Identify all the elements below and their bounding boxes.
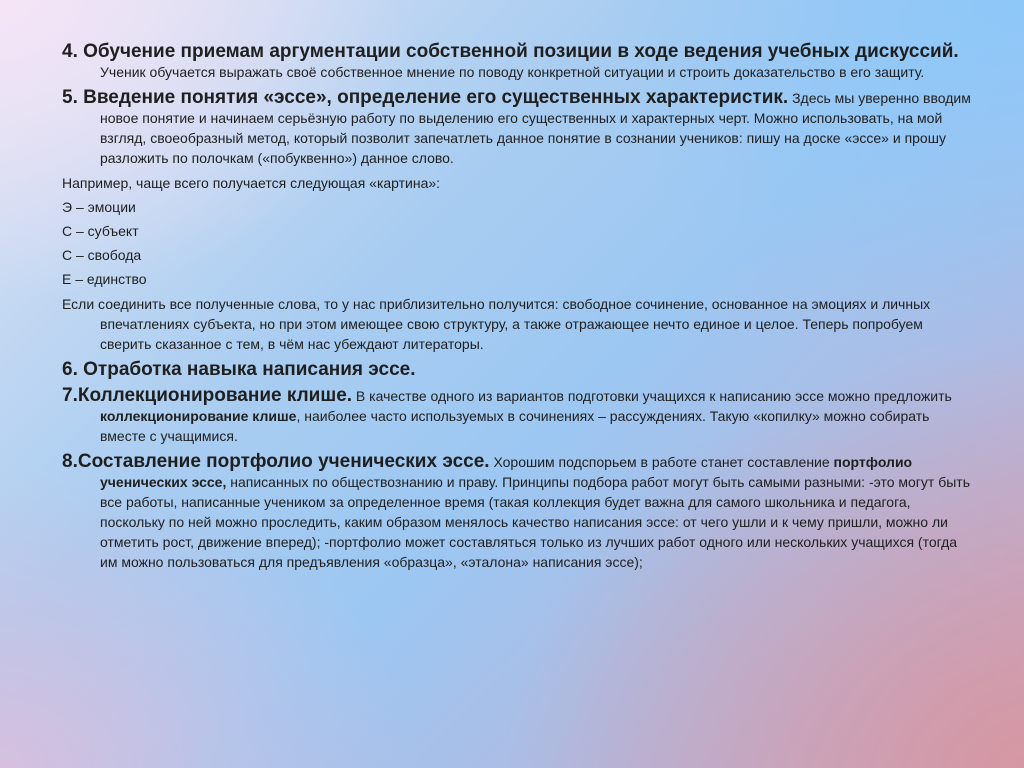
- slide-content: [62, 42, 972, 578]
- section-7-bold: коллекционирование клише: [100, 408, 297, 424]
- section-5-body: Здесь мы уверенно вводим новое понятие и начинаем серьёзную работу по выделению его существенных и характерных черт. Можно использовать, на мой взгляд, своеобразный метод, который позволит запечатлеть данное понятие в сознании учеников: пишу на доске «эссе» и прошу разложить по полочкам («побуквенно») данное слово.: [100, 90, 971, 166]
- section-7-body-b: , наиболее часто используемых в сочинениях – рассуждениях. Такую «копилку» можно собирать вместе с учащимися.: [100, 408, 930, 444]
- section-7-heading: 7.Коллекционирование клише.: [62, 385, 353, 406]
- letter-line: Э – эмоции: [62, 199, 136, 215]
- section-8-bold: портфолио ученических эссе,: [100, 454, 913, 490]
- letter-line: С – свобода: [62, 247, 142, 263]
- section-6-heading: 6. Отработка навыка написания эссе.: [62, 359, 416, 380]
- section-7: [62, 386, 972, 446]
- section-4-body: Ученик обучается выражать своё собственное мнение по поводу конкретной ситуации и строить доказательство в его защиту.: [100, 64, 925, 80]
- section-8: [62, 452, 972, 572]
- section-5-heading: 5. Введение понятия «эссе», определение его существенных характеристик.: [62, 87, 789, 108]
- section-7-body-a: В качестве одного из вариантов подготовки учащихся к написанию эссе можно предложить: [352, 388, 952, 404]
- letter-line: С – субъект: [62, 223, 139, 239]
- section-5: [62, 88, 972, 168]
- example-intro: Например, чаще всего получается следующая «картина»:: [62, 175, 441, 191]
- section-4-heading: 4. Обучение приемам аргументации собственной позиции в ходе ведения учебных дискуссий.: [62, 41, 959, 62]
- letter-line: Е – единство: [62, 271, 147, 287]
- section-8-body-b: написанных по обществознанию и праву. Принципы подбора работ могут быть самыми разными: -это могут быть все работы, написанные учеником за определенное время (такая коллекция будет важна для самого школьника и педагога, поскольку по ней можно проследить, каким образом менялось качество написания эссе: от чего ушли и к чему пришли, можно ли отметить рост, движение вперед); -портфолио может составляться только из лучших работ одного или нескольких учащихся (тогда им можно пользоваться для предъявления «образца», «эталона» написания эссе);: [100, 474, 970, 570]
- section-6: [62, 360, 972, 380]
- section-8-body-a: Хорошим подспорьем в работе станет составление: [489, 454, 834, 470]
- section-8-heading: 8.Составление портфолио ученических эссе.: [62, 451, 490, 472]
- section-4: [62, 42, 972, 82]
- conclusion-paragraph: Если соединить все полученные слова, то у нас приблизительно получится: свободное сочинение, основанное на эмоциях и личных впечатлениях субъекта, но при этом имеющее свою структуру, а также отражающее нечто единое и целое. Теперь попробуем сверить сказанное с тем, в чём нас убеждают литераторы.: [62, 296, 931, 352]
